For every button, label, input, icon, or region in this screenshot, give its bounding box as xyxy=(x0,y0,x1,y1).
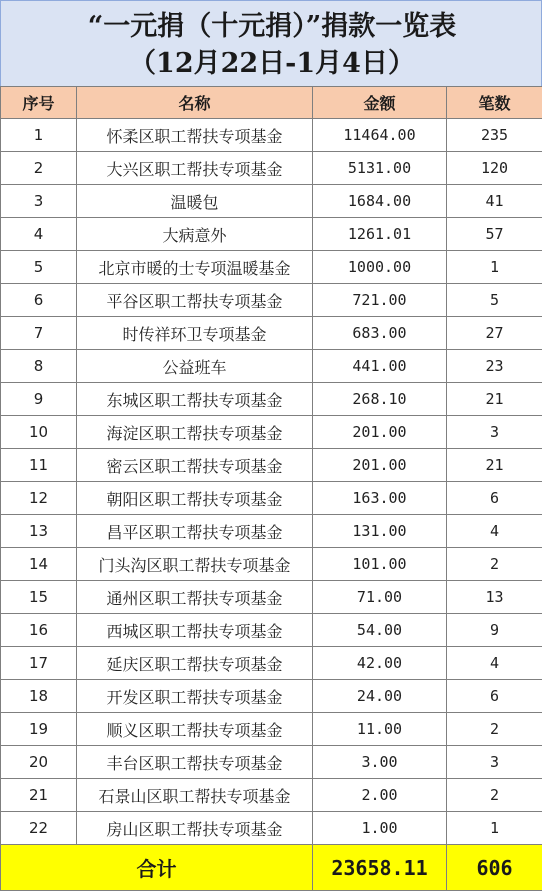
row-no: 8 xyxy=(1,350,77,383)
row-name: 昌平区职工帮扶专项基金 xyxy=(77,515,313,548)
row-amount: 441.00 xyxy=(313,350,447,383)
row-name: 公益班车 xyxy=(77,350,313,383)
row-no: 14 xyxy=(1,548,77,581)
row-count: 6 xyxy=(447,680,542,713)
row-name: 海淀区职工帮扶专项基金 xyxy=(77,416,313,449)
row-amount: 163.00 xyxy=(313,482,447,515)
row-name: 北京市暖的士专项温暖基金 xyxy=(77,251,313,284)
row-no: 18 xyxy=(1,680,77,713)
row-amount: 1000.00 xyxy=(313,251,447,284)
row-no: 12 xyxy=(1,482,77,515)
row-count: 4 xyxy=(447,515,542,548)
row-no: 3 xyxy=(1,185,77,218)
row-no: 6 xyxy=(1,284,77,317)
row-name: 朝阳区职工帮扶专项基金 xyxy=(77,482,313,515)
row-count: 13 xyxy=(447,581,542,614)
row-name: 平谷区职工帮扶专项基金 xyxy=(77,284,313,317)
table-row xyxy=(1,185,542,218)
row-count: 3 xyxy=(447,416,542,449)
table-row xyxy=(1,350,542,383)
row-amount: 131.00 xyxy=(313,515,447,548)
row-no: 9 xyxy=(1,383,77,416)
row-name: 大兴区职工帮扶专项基金 xyxy=(77,152,313,185)
table-header-row xyxy=(1,87,542,119)
table-row xyxy=(1,746,542,779)
table-row xyxy=(1,581,542,614)
row-count: 1 xyxy=(447,812,542,845)
table-row xyxy=(1,383,542,416)
row-count: 120 xyxy=(447,152,542,185)
header-amount: 金额 xyxy=(313,87,447,119)
row-amount: 683.00 xyxy=(313,317,447,350)
row-amount: 5131.00 xyxy=(313,152,447,185)
header-no: 序号 xyxy=(1,87,77,119)
table-row xyxy=(1,152,542,185)
row-amount: 3.00 xyxy=(313,746,447,779)
table-row xyxy=(1,119,542,152)
row-amount: 71.00 xyxy=(313,581,447,614)
table-row xyxy=(1,614,542,647)
row-count: 21 xyxy=(447,449,542,482)
row-no: 19 xyxy=(1,713,77,746)
row-amount: 2.00 xyxy=(313,779,447,812)
table-row xyxy=(1,218,542,251)
row-name: 石景山区职工帮扶专项基金 xyxy=(77,779,313,812)
total-amount: 23658.11 xyxy=(313,845,447,891)
row-name: 门头沟区职工帮扶专项基金 xyxy=(77,548,313,581)
table-row xyxy=(1,317,542,350)
row-amount: 101.00 xyxy=(313,548,447,581)
table-row xyxy=(1,812,542,845)
table-row xyxy=(1,713,542,746)
row-amount: 1.00 xyxy=(313,812,447,845)
row-name: 丰台区职工帮扶专项基金 xyxy=(77,746,313,779)
table-row xyxy=(1,548,542,581)
row-name: 房山区职工帮扶专项基金 xyxy=(77,812,313,845)
row-count: 235 xyxy=(447,119,542,152)
row-amount: 24.00 xyxy=(313,680,447,713)
header-count: 笔数 xyxy=(447,87,542,119)
total-count: 606 xyxy=(447,845,542,891)
row-count: 6 xyxy=(447,482,542,515)
row-name: 通州区职工帮扶专项基金 xyxy=(77,581,313,614)
row-no: 5 xyxy=(1,251,77,284)
row-name: 大病意外 xyxy=(77,218,313,251)
row-name: 顺义区职工帮扶专项基金 xyxy=(77,713,313,746)
row-no: 1 xyxy=(1,119,77,152)
row-amount: 11.00 xyxy=(313,713,447,746)
row-count: 27 xyxy=(447,317,542,350)
row-count: 2 xyxy=(447,779,542,812)
total-row xyxy=(1,845,542,891)
row-no: 21 xyxy=(1,779,77,812)
row-no: 13 xyxy=(1,515,77,548)
row-name: 延庆区职工帮扶专项基金 xyxy=(77,647,313,680)
table-body xyxy=(1,119,542,845)
row-name: 怀柔区职工帮扶专项基金 xyxy=(77,119,313,152)
table-row xyxy=(1,779,542,812)
row-name: 时传祥环卫专项基金 xyxy=(77,317,313,350)
row-no: 17 xyxy=(1,647,77,680)
date-range: （12月22日-1月4日） xyxy=(129,48,415,79)
table-row xyxy=(1,647,542,680)
title-block xyxy=(0,0,542,86)
row-amount: 201.00 xyxy=(313,416,447,449)
total-label: 合计 xyxy=(1,845,313,891)
row-amount: 42.00 xyxy=(313,647,447,680)
row-amount: 1684.00 xyxy=(313,185,447,218)
table-row xyxy=(1,680,542,713)
row-amount: 1261.01 xyxy=(313,218,447,251)
row-no: 2 xyxy=(1,152,77,185)
row-count: 3 xyxy=(447,746,542,779)
row-no: 22 xyxy=(1,812,77,845)
row-count: 2 xyxy=(447,548,542,581)
table-row xyxy=(1,449,542,482)
row-count: 2 xyxy=(447,713,542,746)
row-no: 20 xyxy=(1,746,77,779)
row-name: 西城区职工帮扶专项基金 xyxy=(77,614,313,647)
row-no: 4 xyxy=(1,218,77,251)
donation-table xyxy=(0,86,542,891)
table-row xyxy=(1,416,542,449)
row-count: 23 xyxy=(447,350,542,383)
header-name: 名称 xyxy=(77,87,313,119)
row-count: 1 xyxy=(447,251,542,284)
row-count: 5 xyxy=(447,284,542,317)
row-count: 9 xyxy=(447,614,542,647)
row-no: 15 xyxy=(1,581,77,614)
row-amount: 721.00 xyxy=(313,284,447,317)
row-amount: 201.00 xyxy=(313,449,447,482)
row-count: 41 xyxy=(447,185,542,218)
row-amount: 268.10 xyxy=(313,383,447,416)
table-row xyxy=(1,251,542,284)
row-no: 11 xyxy=(1,449,77,482)
row-count: 21 xyxy=(447,383,542,416)
page-title: “一元捐（十元捐）”捐款一览表 xyxy=(87,11,457,42)
row-no: 16 xyxy=(1,614,77,647)
row-no: 10 xyxy=(1,416,77,449)
row-name: 温暖包 xyxy=(77,185,313,218)
table-row xyxy=(1,284,542,317)
row-name: 开发区职工帮扶专项基金 xyxy=(77,680,313,713)
row-count: 4 xyxy=(447,647,542,680)
table-row xyxy=(1,515,542,548)
table-row xyxy=(1,482,542,515)
row-count: 57 xyxy=(447,218,542,251)
row-name: 密云区职工帮扶专项基金 xyxy=(77,449,313,482)
row-no: 7 xyxy=(1,317,77,350)
row-name: 东城区职工帮扶专项基金 xyxy=(77,383,313,416)
row-amount: 54.00 xyxy=(313,614,447,647)
row-amount: 11464.00 xyxy=(313,119,447,152)
